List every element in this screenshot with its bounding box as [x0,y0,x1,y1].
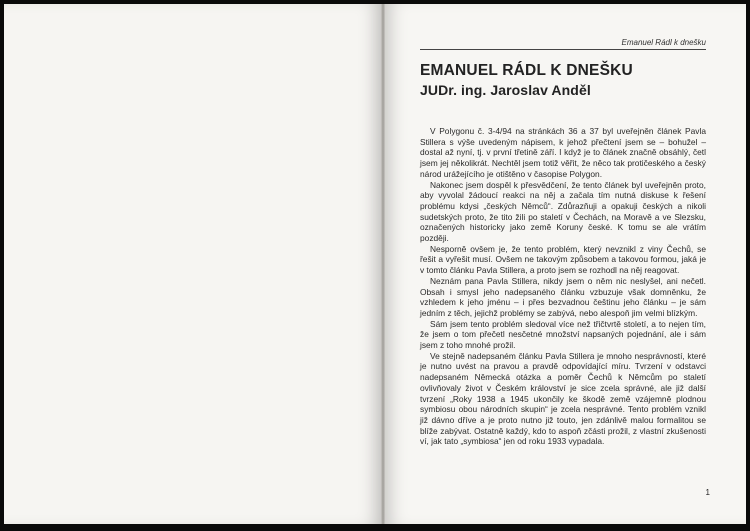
paragraph: Nesporně ovšem je, že tento problém, který nevznikl z viny Čechů, se řešit a vyřešit musí. Ovšem ne takovým způsobem a takovou formou, jaká je v tomto článku Pavla Stillera, a proto jsem se rozhodl na něj reagovat. [420,243,706,276]
left-page-blank [4,4,381,524]
paragraph: Sám jsem tento problém sledoval více než třičtvrtě století, a to nejen tím, že jsem o tom přečetl nesčetné množství napsaných pojednání, ale i sám jsem z toho mnohé prožil. [420,318,706,351]
paragraph: Nakonec jsem dospěl k přesvědčení, že tento článek byl uveřejněn proto, aby vyvolal žádoucí reakci na něj a začala tím nutná diskuse k řešení problému kdysi „českých Němců“. Zdůrazňuji a opakuji českých a nikoli sudetských proto, že tito žili po staletí v Čechách, na Moravě a ve Slezsku, označených historicky jako země Koruny české. K tomu se ale vrátím později. [420,179,706,244]
running-head: Emanuel Rádl k dnešku [420,38,706,50]
paragraph: V Polygonu č. 3-4/94 na stránkách 36 a 37 byl uveřejněn článek Pavla Stillera s výše uvedeným nápisem, k jehož přečtení jsem se – bohužel – dostal až nyní, tj. v první třetině září. I když je to článek značně obsáhlý, četl jsem jej několikrát. Nechtěl jsem totiž věřit, že něco tak protičeského a český národ urážejícího je otištěno v časopise Polygon. [420,126,706,179]
paragraph: Neznám pana Pavla Stillera, nikdy jsem o něm nic neslyšel, ani nečetl. Obsah i smysl jeho nadepsaného článku vzbuzuje však domněnku, že vzhledem k jeho jménu – i přes bezvadnou češtinu jeho článku – je sám jedním z těch, jejichž problémy se zabývá, nebo alespoň jim velmi blízkým. [420,275,706,318]
paragraph: Ve stejně nadepsaném článku Pavla Stillera je mnoho nesprávností, které je nutno uvést na pravou a pravdě odpovídající míru. Tvrzení v odstavci nadepsaném Německá otázka a poměr Čechů k Němcům po staletí ovlivňovaly život v Českém království je sice zcela správné, ale již další tvrzení „Roky 1938 a 1945 ukončily ke škodě země vzájemně plodnou symbiosu obou národních skupin“ je zcela nesprávné. Tento problém vznikl již dávno dříve a je proto nutno již touto, jen zdánlivě malou formalitou se blíže zabývat. Ostatně každý, kdo to aspoň zčásti prožil, z vlastní zkušenosti ví, jak tato „symbiosa“ jen od roku 1933 vypadala. [420,350,706,447]
article-author: JUDr. ing. Jaroslav Anděl [420,82,591,98]
article-title: EMANUEL RÁDL K DNEŠKU [420,62,633,79]
page-number: 1 [705,488,710,497]
article-body [420,126,706,447]
